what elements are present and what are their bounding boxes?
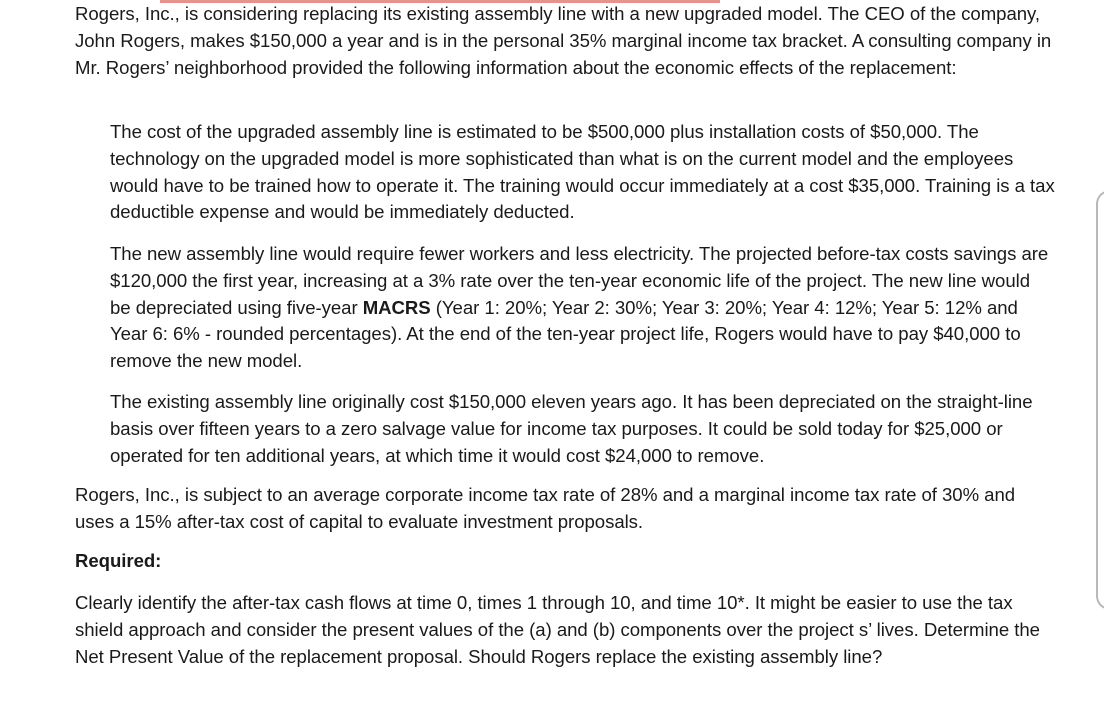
savings-text-before: The new assembly line would require fewer workers and less electricity. The projected before-tax costs savings are $120,000 the first year, increasing at a 3% rate over the ten-year economic life of the project. The new line would be depreciated using five-year <box>110 243 1049 318</box>
cost-paragraph: The cost of the upgraded assembly line is estimated to be $500,000 plus installation costs of $50,000. The technology on the upgraded model is more sophisticated than what is on the current model and the employees would have to be trained how to operate it. The training would occur immediately at a cost $35,000. Training is a tax deductible expense and would be immediately deducted. <box>110 121 1055 223</box>
required-heading: Required: <box>75 550 162 571</box>
scroll-edge-panel <box>1096 190 1104 610</box>
question-paragraph: Clearly identify the after-tax cash flows at time 0, times 1 through 10, and time 10*. It might be easier to use the tax shield approach and consider the present values of the (a) and (b) components over the project s’ lives. Determine the Net Present Value of the replacement proposal. Should Rogers replace the existing assembly line? <box>75 592 1040 667</box>
macrs-term: MACRS <box>362 296 431 318</box>
intro-paragraph: Rogers, Inc., is considering replacing its existing assembly line with a new upgraded model. The CEO of the company, John Rogers, makes $150,000 a year and is in the personal 35% marginal income tax bracket. A consulting company in Mr. Rogers’ neighborhood provided the following information about the economic effects of the replacement: <box>75 3 1052 78</box>
savings-paragraph <box>110 241 1055 375</box>
existing-line-paragraph: The existing assembly line originally cost $150,000 eleven years ago. It has been depreciated on the straight-line basis over fifteen years to a zero salvage value for income tax purposes. It could be sold today for $25,000 or operated for ten additional years, at which time it would cost $24,000 to remove. <box>110 391 1033 466</box>
tax-rate-paragraph: Rogers, Inc., is subject to an average corporate income tax rate of 28% and a marginal income tax rate of 30% and uses a 15% after-tax cost of capital to evaluate investment proposals. <box>75 484 1016 532</box>
savings-text-after: (Year 1: 20%; Year 2: 30%; Year 3: 20%; Year 4: 12%; Year 5: 12% and Year 6: 6% - rounded percentages). At the end of the ten-year project life, Rogers would have to pay $40,000 to remove the new model. <box>110 296 1021 372</box>
